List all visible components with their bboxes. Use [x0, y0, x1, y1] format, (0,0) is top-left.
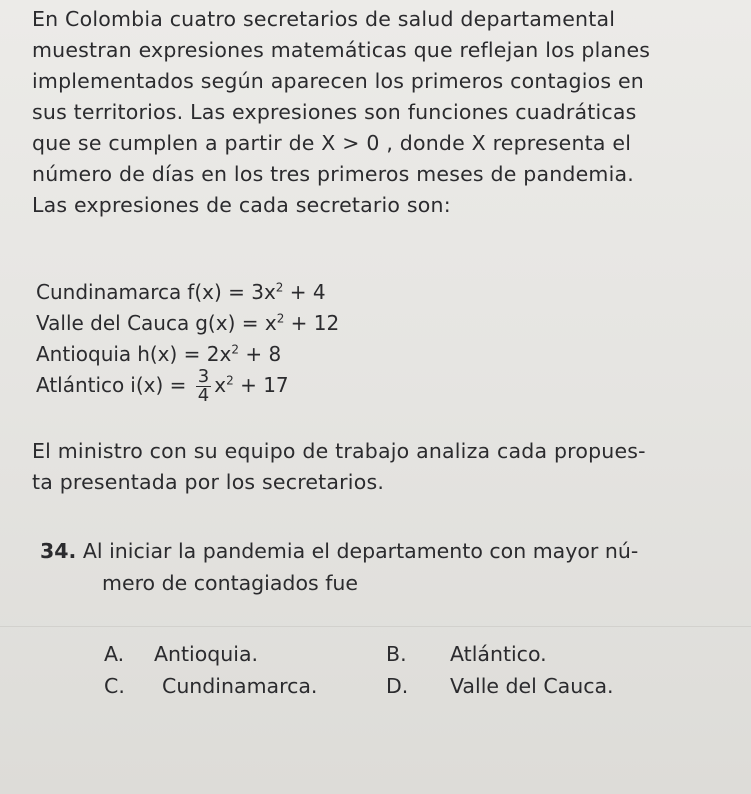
question-number: 34.	[40, 539, 77, 563]
fraction: $\frac{3}{4}$	[197, 366, 210, 406]
option-text: Antioquia.	[154, 642, 259, 666]
analysis-paragraph	[32, 436, 722, 498]
function-label: Antioquia	[36, 342, 132, 366]
function-expression: $g(x) = x^2 + 12$	[195, 311, 340, 335]
function-cundinamarca	[36, 280, 326, 304]
intro-line: Las expresiones de cada secretario son:	[32, 193, 451, 217]
option-letter: C.	[104, 674, 125, 698]
function-label: Cundinamarca	[36, 280, 182, 304]
intro-line: sus territorios. Las expresiones son funciones cuadráticas	[32, 100, 637, 124]
question-text: Al iniciar la pandemia el departamento con mayor nú-	[82, 539, 639, 563]
analysis-line: El ministro con su equipo de trabajo analiza cada propues-	[32, 439, 646, 463]
intro-line: muestran expresiones matemáticas que reflejan los planes	[32, 38, 651, 62]
intro-paragraph	[32, 4, 722, 221]
intro-line: En Colombia cuatro secretarios de salud departamental	[32, 7, 616, 31]
function-expression: i(x) = $\frac{3}{4}$ $x^2 + 17$	[130, 366, 289, 406]
option-b[interactable]	[386, 642, 547, 666]
option-a[interactable]	[104, 642, 258, 666]
option-letter: D.	[386, 674, 409, 698]
function-antioquia	[36, 342, 281, 366]
function-atlantico	[36, 368, 289, 405]
divider	[0, 626, 751, 627]
option-letter: A.	[104, 642, 125, 666]
function-label: Atlántico	[36, 373, 125, 397]
analysis-line: ta presentada por los secretarios.	[32, 470, 385, 494]
question-text: mero de contagiados fue	[102, 571, 359, 595]
intro-line: que se cumplen a partir de X > 0 , donde X representa el	[32, 131, 632, 155]
option-text: Atlántico.	[450, 642, 547, 666]
intro-line: número de días en los tres primeros meses de pandemia.	[32, 162, 634, 186]
function-label: Valle del Cauca	[36, 311, 190, 335]
question-34	[40, 535, 638, 599]
option-letter: B.	[386, 642, 407, 666]
option-d[interactable]	[386, 674, 614, 698]
function-expression: $h(x) = 2x^2 + 8$	[137, 342, 282, 366]
function-expression: $f(x) = 3x^2 + 4$	[187, 280, 326, 304]
option-text: Valle del Cauca.	[450, 674, 614, 698]
option-text: Cundinamarca.	[162, 674, 318, 698]
intro-line: implementados según aparecen los primeros contagios en	[32, 69, 644, 93]
option-c[interactable]	[104, 674, 317, 698]
function-valle-del-cauca	[36, 311, 339, 335]
